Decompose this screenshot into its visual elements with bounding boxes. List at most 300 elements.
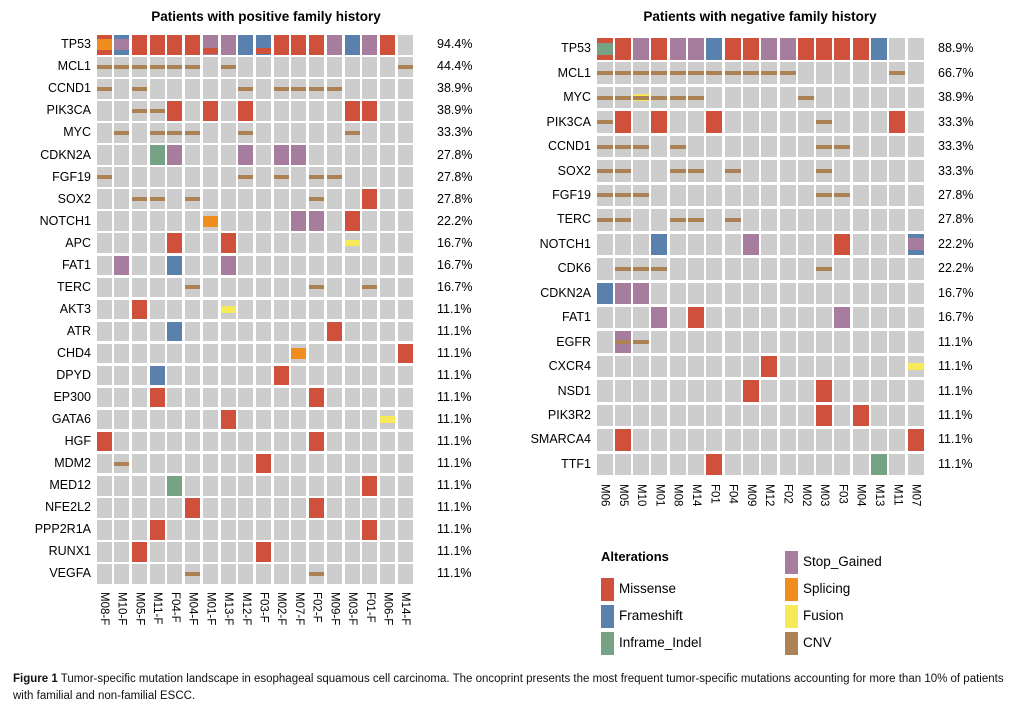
- oncoprint-cell: [651, 87, 667, 109]
- oncoprint-cell: [274, 57, 289, 77]
- oncoprint-cell: [132, 520, 147, 540]
- oncoprint-cell: [291, 79, 306, 99]
- oncoprint-cell: [834, 209, 850, 231]
- oncoprint-cell: [743, 283, 759, 305]
- oncoprint-cell: [853, 136, 869, 158]
- oncoprint-cell: [256, 189, 271, 209]
- oncoprint-cell: [114, 167, 129, 187]
- oncoprint-cell: [725, 454, 741, 476]
- gene-percentage: 38.9%: [437, 103, 473, 118]
- oncoprint-cell: [853, 283, 869, 305]
- oncoprint-cell: [780, 160, 796, 182]
- oncoprint-cell: [221, 79, 236, 99]
- oncoprint-cell: [256, 57, 271, 77]
- oncoprint-cell: [185, 322, 200, 342]
- oncoprint-cell: [725, 160, 741, 182]
- oncoprint-cell: [274, 145, 289, 165]
- oncoprint-cell: [597, 429, 613, 451]
- legend-swatch-missense: [601, 578, 614, 601]
- oncoprint-cell: [256, 520, 271, 540]
- oncoprint-cell: [203, 300, 218, 320]
- oncoprint-cell: [221, 300, 236, 320]
- oncoprint-cell: [185, 476, 200, 496]
- gene-percentage: 22.2%: [938, 236, 974, 251]
- frameshift-mark: [238, 35, 253, 55]
- oncoprint-cell: [688, 356, 704, 378]
- gene-label: CDKN2A: [540, 285, 591, 300]
- oncoprint-cell: [597, 111, 613, 133]
- oncoprint-cell: [398, 410, 413, 430]
- oncoprint-cell: [398, 454, 413, 474]
- sample-label: M11: [891, 484, 904, 506]
- oncoprint-cell: [150, 388, 165, 408]
- cnv-bar: [633, 71, 649, 75]
- cnv-bar: [615, 267, 631, 271]
- oncoprint-cell: [203, 35, 218, 55]
- oncoprint-cell: [327, 35, 342, 55]
- fusion-mark: [345, 240, 360, 247]
- oncoprint-cell: [185, 454, 200, 474]
- oncoprint-cell: [889, 111, 905, 133]
- oncoprint-cell: [238, 167, 253, 187]
- oncoprint-cell: [798, 160, 814, 182]
- oncoprint-cell: [597, 136, 613, 158]
- oncoprint-cell: [256, 432, 271, 452]
- oncoprint-cell: [114, 256, 129, 276]
- oncoprint-cell: [889, 307, 905, 329]
- oncoprint-cell: [167, 57, 182, 77]
- oncoprint-cell: [167, 366, 182, 386]
- oncoprint-cell: [114, 344, 129, 364]
- oncoprint-cell: [150, 35, 165, 55]
- oncoprint-cell: [780, 454, 796, 476]
- cnv-bar: [150, 131, 165, 135]
- oncoprint-cell: [889, 62, 905, 84]
- fusion-mark: [221, 306, 236, 313]
- oncoprint-cell: [688, 429, 704, 451]
- oncoprint-cell: [380, 454, 395, 474]
- oncoprint-cell: [132, 123, 147, 143]
- cnv-bar: [816, 169, 832, 173]
- oncoprint-cell: [274, 211, 289, 231]
- oncoprint-cell: [761, 307, 777, 329]
- oncoprint-cell: [853, 356, 869, 378]
- oncoprint-cell: [798, 258, 814, 280]
- oncoprint-cell: [380, 564, 395, 584]
- oncoprint-cell: [114, 123, 129, 143]
- oncoprint-cell: [185, 278, 200, 298]
- oncoprint-cell: [670, 38, 686, 60]
- oncoprint-cell: [743, 258, 759, 280]
- oncoprint-cell: [688, 405, 704, 427]
- oncoprint-cell: [238, 322, 253, 342]
- missense-mark: [132, 542, 147, 562]
- oncoprint-cell: [688, 331, 704, 353]
- cnv-bar: [651, 267, 667, 271]
- oncoprint-cell: [256, 233, 271, 253]
- oncoprint-cell: [889, 454, 905, 476]
- oncoprint-cell: [398, 189, 413, 209]
- sample-label: M03-F: [346, 592, 359, 626]
- oncoprint-cell: [327, 388, 342, 408]
- oncoprint-cell: [633, 234, 649, 256]
- oncoprint-cell: [256, 123, 271, 143]
- cnv-bar: [670, 96, 686, 100]
- oncoprint-cell: [309, 101, 324, 121]
- oncoprint-cell: [725, 111, 741, 133]
- cnv-bar: [834, 193, 850, 197]
- missense-mark: [238, 101, 253, 121]
- oncoprint-cell: [203, 233, 218, 253]
- oncoprint-cell: [615, 307, 631, 329]
- cnv-bar: [114, 462, 129, 466]
- gene-label: CCND1: [547, 139, 591, 154]
- oncoprint-cell: [185, 498, 200, 518]
- oncoprint-cell: [670, 136, 686, 158]
- oncoprint-cell: [114, 57, 129, 77]
- oncoprint-cell: [706, 283, 722, 305]
- oncoprint-cell: [816, 209, 832, 231]
- oncoprint-cell: [688, 209, 704, 231]
- oncoprint-cell: [798, 454, 814, 476]
- oncoprint-cell: [327, 520, 342, 540]
- inframe_indel-mark: [597, 43, 613, 55]
- gene-percentage: 11.1%: [437, 566, 472, 581]
- cnv-bar: [688, 71, 704, 75]
- stop_gained-mark: [362, 35, 377, 55]
- frameshift-mark: [167, 256, 182, 276]
- oncoprint-cell: [816, 62, 832, 84]
- cnv-bar: [688, 218, 704, 222]
- cnv-bar: [761, 71, 777, 75]
- missense-mark: [615, 429, 631, 451]
- cnv-bar: [816, 145, 832, 149]
- sample-label: F03-F: [257, 592, 270, 623]
- oncoprint-cell: [597, 209, 613, 231]
- oncoprint-cell: [834, 62, 850, 84]
- stop_gained-mark: [221, 256, 236, 276]
- oncoprint-cell: [380, 189, 395, 209]
- oncoprint-cell: [398, 520, 413, 540]
- gene-percentage: 11.1%: [938, 359, 973, 374]
- oncoprint-cell: [706, 405, 722, 427]
- oncoprint-cell: [908, 283, 924, 305]
- cnv-bar: [597, 120, 613, 124]
- oncoprint-cell: [185, 564, 200, 584]
- oncoprint-cell: [398, 35, 413, 55]
- cnv-bar: [167, 131, 182, 135]
- missense-mark: [889, 111, 905, 133]
- gene-label: TERC: [56, 279, 91, 294]
- oncoprint-cell: [345, 410, 360, 430]
- oncoprint-cell: [309, 300, 324, 320]
- oncoprint-cell: [688, 87, 704, 109]
- oncoprint-cell: [380, 211, 395, 231]
- oncoprint-cell: [291, 366, 306, 386]
- gene-label: CDKN2A: [40, 147, 91, 162]
- cnv-bar: [167, 65, 182, 69]
- cnv-bar: [150, 197, 165, 201]
- oncoprint-cell: [274, 101, 289, 121]
- oncoprint-cell: [221, 211, 236, 231]
- gene-percentage: 33.3%: [938, 163, 974, 178]
- oncoprint-cell: [327, 432, 342, 452]
- oncoprint-cell: [615, 62, 631, 84]
- oncoprint-cell: [345, 35, 360, 55]
- oncoprint-cell: [780, 136, 796, 158]
- oncoprint-cell: [114, 410, 129, 430]
- gene-label: MCL1: [57, 59, 91, 74]
- oncoprint-cell: [97, 542, 112, 562]
- oncoprint-cell: [327, 366, 342, 386]
- oncoprint-cell: [167, 542, 182, 562]
- oncoprint-cell: [203, 476, 218, 496]
- splicing-mark: [291, 348, 306, 359]
- cnv-bar: [132, 65, 147, 69]
- oncoprint-cell: [816, 307, 832, 329]
- oncoprint-cell: [761, 136, 777, 158]
- stop_gained-mark: [291, 145, 306, 165]
- gene-label: TERC: [556, 212, 591, 227]
- oncoprint-cell: [670, 160, 686, 182]
- oncoprint-cell: [633, 454, 649, 476]
- oncoprint-cell: [150, 300, 165, 320]
- oncoprint-cell: [185, 432, 200, 452]
- cnv-bar: [615, 71, 631, 75]
- oncoprint-cell: [398, 476, 413, 496]
- stop_gained-mark: [908, 238, 924, 250]
- oncoprint-cell: [761, 283, 777, 305]
- oncoprint-cell: [725, 356, 741, 378]
- oncoprint-cell: [274, 366, 289, 386]
- oncoprint-cell: [185, 123, 200, 143]
- oncoprint-cell: [238, 388, 253, 408]
- stop_gained-mark: [274, 145, 289, 165]
- oncoprint-cell: [291, 344, 306, 364]
- oncoprint-cell: [615, 209, 631, 231]
- gene-label: FAT1: [62, 257, 91, 272]
- oncoprint-cell: [238, 35, 253, 55]
- oncoprint-cell: [132, 564, 147, 584]
- cnv-bar: [597, 71, 613, 75]
- oncoprint-cell: [150, 476, 165, 496]
- oncoprint-cell: [380, 278, 395, 298]
- oncoprint-cell: [97, 167, 112, 187]
- missense-mark: [743, 38, 759, 60]
- oncoprint-cell: [327, 256, 342, 276]
- cnv-bar: [97, 87, 112, 91]
- oncoprint-cell: [908, 111, 924, 133]
- oncoprint-cell: [132, 35, 147, 55]
- oncoprint-cell: [256, 35, 271, 55]
- oncoprint-cell: [150, 211, 165, 231]
- oncoprint-cell: [203, 123, 218, 143]
- oncoprint-cell: [256, 79, 271, 99]
- oncoprint-cell: [114, 211, 129, 231]
- oncoprint-cell: [345, 542, 360, 562]
- oncoprint-cell: [798, 234, 814, 256]
- oncoprint-cell: [688, 307, 704, 329]
- oncoprint-cell: [889, 136, 905, 158]
- oncoprint-cell: [651, 454, 667, 476]
- missense-mark: [853, 38, 869, 60]
- oncoprint-cell: [97, 211, 112, 231]
- oncoprint-cell: [97, 366, 112, 386]
- oncoprint-cell: [615, 185, 631, 207]
- oncoprint-cell: [238, 278, 253, 298]
- cnv-bar: [150, 109, 165, 113]
- legend-item-label: Frameshift: [619, 608, 683, 623]
- oncoprint-cell: [327, 79, 342, 99]
- oncoprint-cell: [114, 35, 129, 55]
- oncoprint-cell: [651, 136, 667, 158]
- cnv-bar: [615, 340, 631, 344]
- oncoprint-cell: [380, 79, 395, 99]
- oncoprint-cell: [651, 331, 667, 353]
- oncoprint-cell: [798, 380, 814, 402]
- oncoprint-cell: [291, 167, 306, 187]
- oncoprint-cell: [871, 429, 887, 451]
- panel-title-positive: Patients with positive family history: [151, 9, 381, 24]
- oncoprint-cell: [798, 185, 814, 207]
- oncoprint-cell: [816, 356, 832, 378]
- oncoprint-cell: [150, 189, 165, 209]
- oncoprint-cell: [185, 520, 200, 540]
- missense-mark: [150, 388, 165, 408]
- oncoprint-cell: [114, 388, 129, 408]
- oncoprint-cell: [114, 520, 129, 540]
- sample-label: M02: [799, 484, 812, 507]
- oncoprint-cell: [167, 123, 182, 143]
- cnv-bar: [309, 285, 324, 289]
- cnv-bar: [615, 145, 631, 149]
- oncoprint-cell: [345, 123, 360, 143]
- oncoprint-cell: [114, 476, 129, 496]
- sample-label: M05: [616, 484, 629, 507]
- oncoprint-cell: [816, 258, 832, 280]
- gene-label: EP300: [53, 390, 91, 405]
- oncoprint-cell: [309, 498, 324, 518]
- gene-percentage: 33.3%: [938, 114, 974, 129]
- oncoprint-cell: [798, 136, 814, 158]
- oncoprint-cell: [362, 432, 377, 452]
- oncoprint-cell: [670, 283, 686, 305]
- stop_gained-mark: [615, 283, 631, 305]
- oncoprint-cell: [291, 256, 306, 276]
- oncoprint-cell: [706, 209, 722, 231]
- oncoprint-cell: [185, 145, 200, 165]
- oncoprint-cell: [362, 233, 377, 253]
- oncoprint-cell: [633, 307, 649, 329]
- oncoprint-cell: [97, 233, 112, 253]
- cnv-bar: [633, 96, 649, 100]
- cnv-bar: [327, 87, 342, 91]
- oncoprint-cell: [203, 454, 218, 474]
- oncoprint-cell: [725, 307, 741, 329]
- oncoprint-cell: [615, 234, 631, 256]
- oncoprint-cell: [238, 564, 253, 584]
- oncoprint-cell: [221, 101, 236, 121]
- oncoprint-cell: [256, 388, 271, 408]
- oncoprint-cell: [221, 366, 236, 386]
- oncoprint-cell: [221, 564, 236, 584]
- oncoprint-cell: [132, 542, 147, 562]
- stop_gained-mark: [743, 234, 759, 256]
- missense-mark: [362, 520, 377, 540]
- oncoprint-cell: [327, 564, 342, 584]
- oncoprint-cell: [780, 356, 796, 378]
- oncoprint-cell: [597, 380, 613, 402]
- oncoprint-cell: [853, 454, 869, 476]
- oncoprint-cell: [291, 278, 306, 298]
- gene-percentage: 16.7%: [938, 310, 974, 325]
- oncoprint-cell: [743, 234, 759, 256]
- frameshift-mark: [167, 322, 182, 342]
- oncoprint-cell: [345, 388, 360, 408]
- missense-mark: [132, 300, 147, 320]
- oncoprint-cell: [97, 520, 112, 540]
- cnv-bar: [345, 131, 360, 135]
- inframe_indel-mark: [167, 476, 182, 496]
- oncoprint-cell: [274, 322, 289, 342]
- oncoprint-cell: [327, 344, 342, 364]
- oncoprint-cell: [97, 564, 112, 584]
- sample-label: F01: [708, 484, 721, 504]
- oncoprint-cell: [203, 322, 218, 342]
- oncoprint-cell: [834, 111, 850, 133]
- oncoprint-cell: [670, 87, 686, 109]
- missense-mark: [816, 380, 832, 402]
- oncoprint-cell: [834, 258, 850, 280]
- oncoprint-cell: [256, 476, 271, 496]
- oncoprint-cell: [114, 101, 129, 121]
- gene-percentage: 11.1%: [938, 432, 973, 447]
- oncoprint-cell: [908, 454, 924, 476]
- oncoprint-cell: [132, 278, 147, 298]
- oncoprint-cell: [780, 234, 796, 256]
- oncoprint-cell: [221, 256, 236, 276]
- oncoprint-cell: [274, 278, 289, 298]
- cnv-bar: [633, 340, 649, 344]
- oncoprint-cell: [291, 189, 306, 209]
- oncoprint-cell: [761, 209, 777, 231]
- oncoprint-cell: [185, 189, 200, 209]
- oncoprint-cell: [633, 258, 649, 280]
- oncoprint-cell: [291, 410, 306, 430]
- oncoprint-cell: [345, 476, 360, 496]
- oncoprint-cell: [889, 209, 905, 231]
- oncoprint-cell: [398, 101, 413, 121]
- oncoprint-cell: [256, 498, 271, 518]
- cnv-bar: [670, 145, 686, 149]
- oncoprint-cell: [291, 322, 306, 342]
- oncoprint-cell: [633, 331, 649, 353]
- oncoprint-cell: [345, 278, 360, 298]
- gene-label: FGF19: [52, 169, 91, 184]
- oncoprint-cell: [688, 454, 704, 476]
- oncoprint-cell: [633, 405, 649, 427]
- sample-label: M07: [909, 484, 922, 507]
- oncoprint-cell: [706, 136, 722, 158]
- oncoprint-cell: [327, 410, 342, 430]
- gene-label: MYC: [63, 125, 91, 140]
- cnv-bar: [238, 87, 253, 91]
- oncoprint-cell: [309, 322, 324, 342]
- oncoprint-cell: [203, 211, 218, 231]
- oncoprint-cell: [97, 101, 112, 121]
- oncoprint-cell: [651, 209, 667, 231]
- cnv-bar: [597, 193, 613, 197]
